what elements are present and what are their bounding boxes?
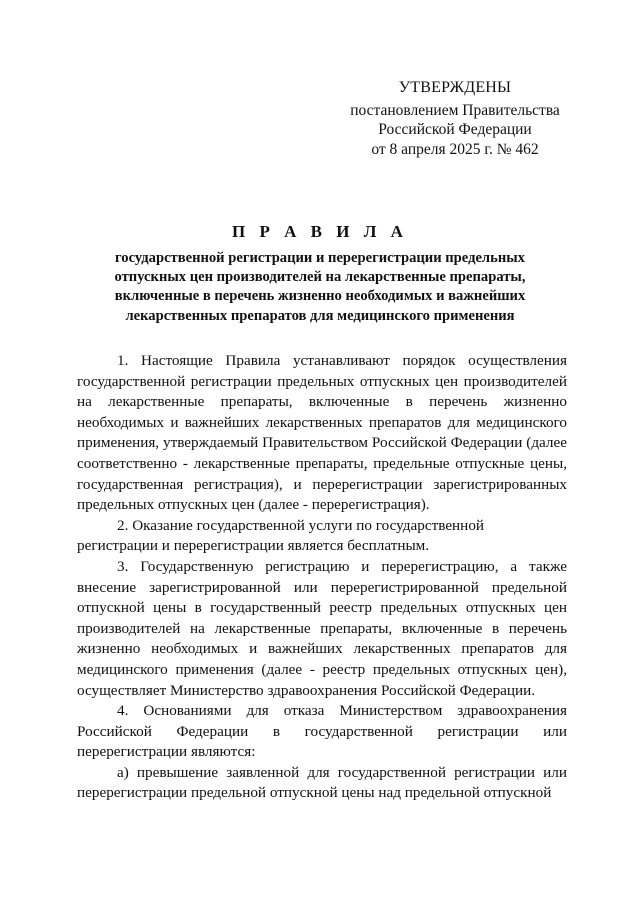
paragraph-1: 1. Настоящие Правила устанавливают порядок осуществления государственной регистрации предельных отпускных цен производителей на лекарственные препараты, включенные в перечень жизненно необходимых и важнейших лекарственных препаратов для медицинского применения, утверждаемый Правительством Российской Федерации (далее соответственно - лекарственные препараты, предельные отпускные цены, государственная регистрация), и перерегистрации зарегистрированных предельных отпускных цен (далее - перерегистрация). xyxy=(77,352,567,514)
paragraph-4a: а) превышение заявленной для государственной регистрации или перерегистрации предельной отпускной цены над предельной отпускной xyxy=(77,763,567,802)
document-body xyxy=(77,351,567,804)
approval-line-government: Российской Федерации xyxy=(378,121,532,138)
approval-block xyxy=(340,78,570,159)
paragraph-2: 2. Оказание государственной услуги по государственной регистрации и перерегистрации является бесплатным. xyxy=(77,516,485,555)
paragraph-4: 4. Основаниями для отказа Министерством здравоохранения Российской Федерации в государственной регистрации или перерегистрации являются: xyxy=(77,702,567,761)
approval-title: УТВЕРЖДЕНЫ xyxy=(398,79,512,96)
document-title: П Р А В И Л А xyxy=(232,222,408,241)
document-subtitle: государственной регистрации и перерегистрации предельных отпускных цен производителей на лекарственные препараты, включенные в перечень жизненно необходимых и важнейших лекарственных препаратов для медицинского применения xyxy=(114,250,526,324)
paragraph-3: 3. Государственную регистрацию и перерегистрацию, а также внесение зарегистрированной или перерегистрированной предельной отпускной цены в государственный реестр предельных отпускных цен производителей на лекарственные препараты, включенные в перечень жизненно необходимых и важнейших лекарственных препаратов для медицинского применения (далее - реестр предельных отпускных цен), осуществляет Министерство здравоохранения Российской Федерации. xyxy=(77,557,567,699)
approval-line-date: от 8 апреля 2025 г. № 462 xyxy=(371,140,539,158)
approval-line-decree: постановлением Правительства xyxy=(350,101,560,119)
